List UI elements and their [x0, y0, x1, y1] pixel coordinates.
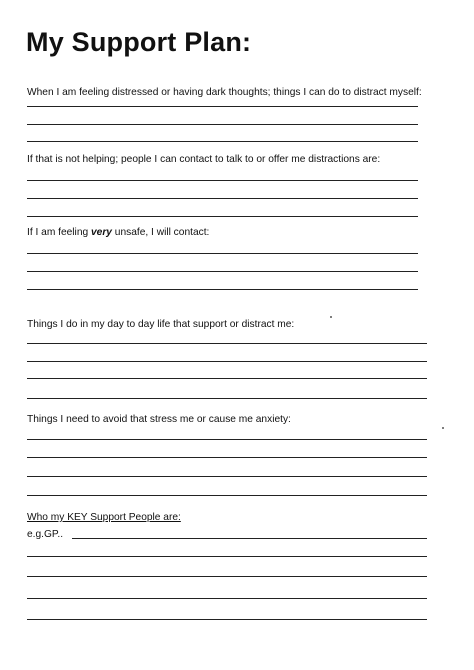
- prompt-emphasis: very: [91, 227, 112, 238]
- scan-speck: [330, 316, 332, 318]
- answer-line[interactable]: [27, 361, 427, 362]
- answer-line[interactable]: [27, 271, 418, 272]
- answer-line[interactable]: [27, 598, 427, 599]
- page-title: My Support Plan:: [26, 27, 252, 57]
- section-prompt-distract: [27, 86, 422, 99]
- answer-line[interactable]: [27, 495, 427, 496]
- section-prompt-unsafe: [27, 226, 209, 239]
- answer-line[interactable]: [72, 538, 427, 539]
- answer-line[interactable]: [27, 378, 427, 379]
- answer-line[interactable]: [27, 124, 418, 125]
- prompt-text-after: unsafe, I will contact:: [111, 227, 210, 238]
- prompt-text: If that is not helping; people I can contact to talk to or offer me distractions are:: [27, 154, 381, 165]
- answer-line[interactable]: [27, 253, 418, 254]
- scan-speck: [442, 427, 444, 429]
- answer-line[interactable]: [27, 619, 427, 620]
- prompt-text-before: If I am feeling: [27, 227, 91, 238]
- answer-line[interactable]: [27, 398, 427, 399]
- section-prompt-contacts: [27, 153, 380, 166]
- key-people-example: e.g.GP..: [27, 529, 64, 540]
- answer-line[interactable]: [27, 198, 418, 199]
- answer-line[interactable]: [27, 216, 418, 217]
- answer-line[interactable]: [27, 476, 427, 477]
- answer-line[interactable]: [27, 180, 418, 181]
- answer-line[interactable]: [27, 439, 427, 440]
- answer-line[interactable]: [27, 576, 427, 577]
- answer-line[interactable]: [27, 289, 418, 290]
- answer-line[interactable]: [27, 343, 427, 344]
- answer-line[interactable]: [27, 457, 427, 458]
- prompt-text: Things I need to avoid that stress me or cause me anxiety:: [27, 414, 291, 425]
- key-people-heading: Who my KEY Support People are:: [27, 512, 181, 523]
- section-prompt-daily-support: [27, 318, 294, 331]
- section-prompt-avoid: [27, 413, 291, 426]
- answer-line[interactable]: [27, 141, 418, 142]
- answer-line[interactable]: [27, 556, 427, 557]
- answer-line[interactable]: [27, 106, 418, 107]
- prompt-text: Things I do in my day to day life that support or distract me:: [27, 319, 295, 330]
- prompt-text: When I am feeling distressed or having dark thoughts; things I can do to distract myself:: [27, 87, 422, 98]
